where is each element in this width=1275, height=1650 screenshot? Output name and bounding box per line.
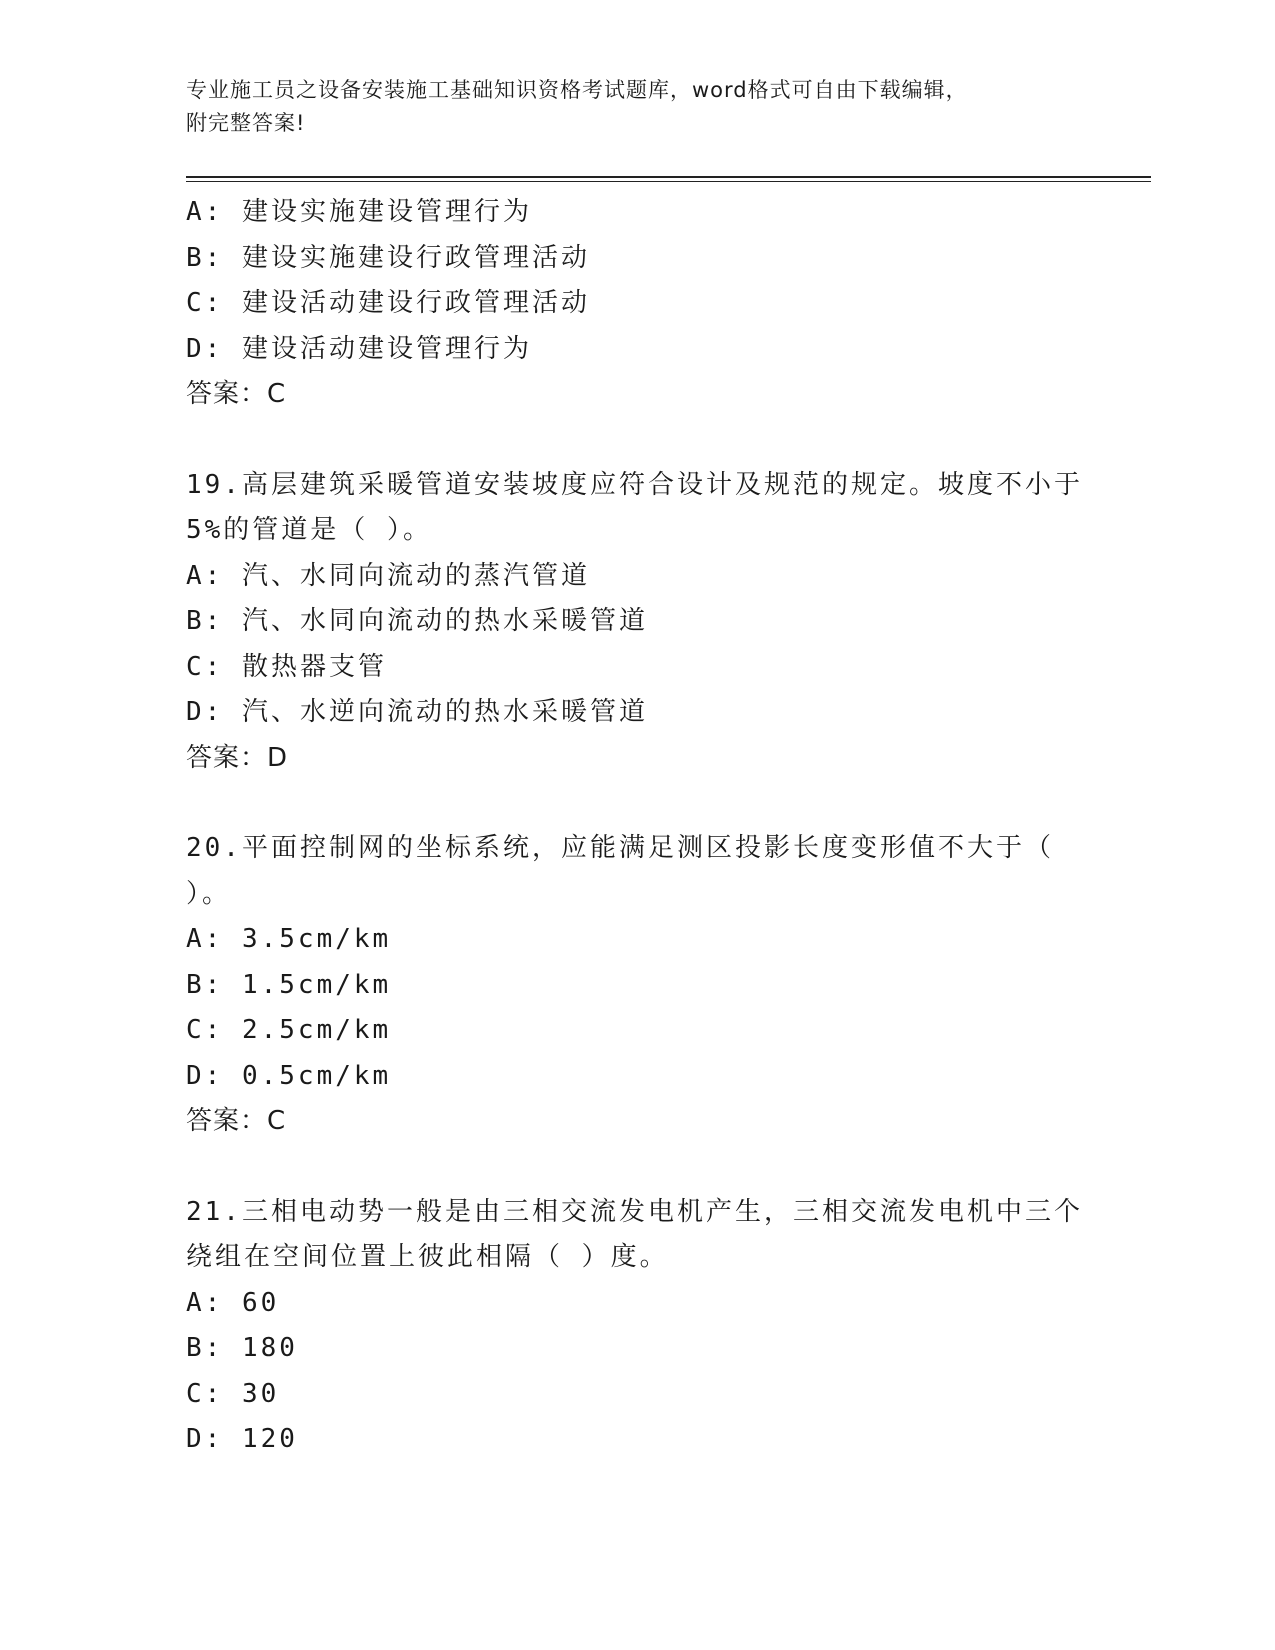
question-block-prev (186, 190, 1086, 418)
header-divider-thick (186, 176, 1151, 178)
option-c: C: 散热器支管 (186, 651, 387, 682)
option-d: D: 0.5cm/km (186, 1060, 392, 1091)
option-c: C: 30 (186, 1378, 280, 1409)
header-line-1: 专业施工员之设备安装施工基础知识资格考试题库，word格式可自由下载编辑， (186, 78, 968, 102)
answer-line: 答案：C (186, 1106, 287, 1136)
question-stem-line-2: 5%的管道是（ ）。 (186, 515, 432, 545)
question-block-21 (186, 1190, 1086, 1463)
question-block-20 (186, 826, 1086, 1145)
spacer (186, 418, 1086, 463)
question-stem-line-1: 20.平面控制网的坐标系统，应能满足测区投影长度变形值不大于（ (186, 833, 1054, 863)
option-d: D: 120 (186, 1424, 298, 1454)
answer-line: 答案：C (186, 379, 287, 409)
option-b: B: 180 (186, 1333, 298, 1363)
spacer (186, 781, 1086, 826)
header-divider-thin (186, 181, 1151, 182)
document-header (186, 74, 1086, 140)
question-block-19 (186, 463, 1086, 782)
spacer (186, 1145, 1086, 1190)
option-a: A: 60 (186, 1287, 280, 1318)
option-b: B: 汽、水同向流动的热水采暖管道 (186, 606, 648, 636)
option-a: A: 汽、水同向流动的蒸汽管道 (186, 560, 590, 591)
option-d: D: 建设活动建设管理行为 (186, 333, 532, 364)
option-b: B: 1.5cm/km (186, 969, 392, 1000)
question-stem-line-2: 绕组在空间位置上彼此相隔（ ）度。 (186, 1242, 669, 1272)
question-content (186, 190, 1086, 1463)
option-c: C: 建设活动建设行政管理活动 (186, 288, 590, 318)
question-stem-line-1: 21.三相电动势一般是由三相交流发电机产生，三相交流发电机中三个 (186, 1196, 1083, 1227)
header-line-2: 附完整答案! (186, 111, 306, 135)
option-b: B: 建设实施建设行政管理活动 (186, 242, 590, 273)
question-stem-line-2: ）。 (186, 878, 232, 909)
option-a: A: 3.5cm/km (186, 924, 392, 954)
option-d: D: 汽、水逆向流动的热水采暖管道 (186, 697, 648, 727)
option-c: C: 2.5cm/km (186, 1015, 392, 1045)
option-a: A: 建设实施建设管理行为 (186, 197, 532, 227)
answer-line: 答案：D (186, 742, 289, 773)
question-stem-line-1: 19.高层建筑采暖管道安装坡度应符合设计及规范的规定。坡度不小于 (186, 469, 1083, 500)
